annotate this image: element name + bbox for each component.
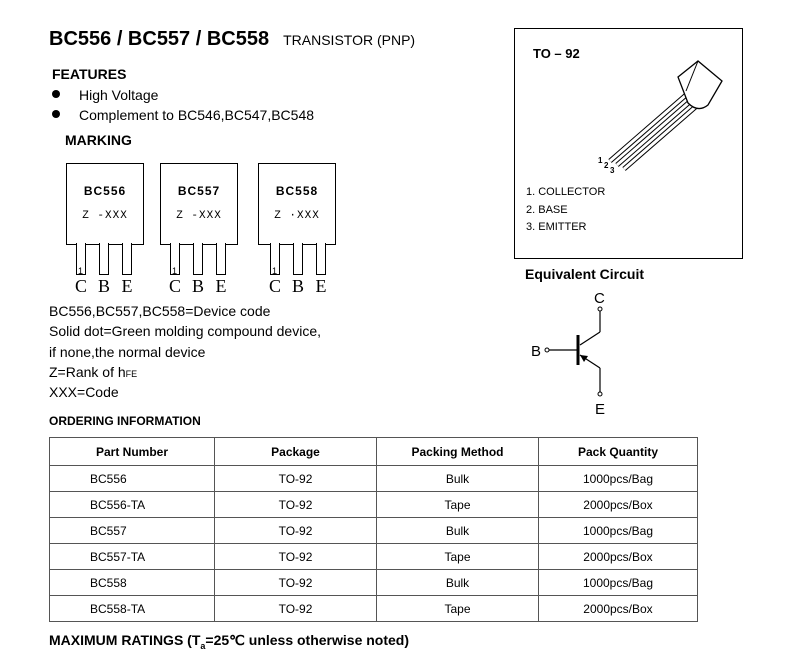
max-ratings-prefix: MAXIMUM RATINGS (T [49,632,201,648]
table-row [50,518,698,544]
package-pin-number: 2 [604,161,609,170]
package-cell: TO-92 [215,492,377,518]
pin-list-item: 1. COLLECTOR [526,186,606,198]
chip-rank-code: Z -XXX [176,210,222,222]
package-title: TO – 92 [533,46,580,61]
part-number-cell: BC556-TA [50,492,215,518]
column-header: Packing Method [377,438,539,466]
marking-chip [258,163,336,245]
rank-subscript: FE [125,369,138,379]
packing-method-cell: Tape [377,544,539,570]
device-type: TRANSISTOR (PNP) [283,32,416,48]
package-cell: TO-92 [215,596,377,622]
pin-label-b: B [97,276,110,296]
pnp-transistor-symbol [525,285,625,420]
pin-label-e: E [121,276,133,296]
marking-note: XXX=Code [49,384,119,400]
marking-chip [160,163,238,245]
package-pin-number: 3 [610,166,615,175]
table-row [50,492,698,518]
pack-quantity-cell: 1000pcs/Bag [539,570,698,596]
package-cell: TO-92 [215,518,377,544]
feature-text: High Voltage [79,87,159,103]
chip-pin [216,243,226,275]
ordering-heading: ORDERING INFORMATION [49,414,201,428]
chip-pin [122,243,132,275]
pin-one-mark: 1 [272,266,278,276]
marking-note: Solid dot=Green molding compound device, [49,323,322,339]
part-number-cell: BC557-TA [50,544,215,570]
marking-note [49,364,137,380]
pin-one-mark: 1 [78,266,84,276]
table-row [50,544,698,570]
packing-method-cell: Tape [377,596,539,622]
base-label: B [531,343,542,360]
chip-pin [293,243,303,275]
packing-method-cell: Tape [377,492,539,518]
pin-label-e: E [215,276,227,296]
packing-method-cell: Bulk [377,570,539,596]
part-numbers: BC556 / BC557 / BC558 [49,28,270,50]
chip-rank-code: Z -XXX [82,210,128,222]
table-row [50,466,698,492]
pack-quantity-cell: 2000pcs/Box [539,596,698,622]
package-cell: TO-92 [215,466,377,492]
pin-label-c: C [268,276,281,296]
bullet-icon [52,90,60,98]
pin-list-item: 3. EMITTER [526,221,587,233]
chip-pin [316,243,326,275]
marking-chip [66,163,144,245]
column-header: Pack Quantity [539,438,698,466]
pin-label-b: B [191,276,204,296]
feature-text: Complement to BC546,BC547,BC548 [79,107,315,123]
pin-label-b: B [291,276,304,296]
document-title [49,28,415,51]
package-cell: TO-92 [215,570,377,596]
table-row [50,596,698,622]
collector-label: C [594,290,605,307]
chip-device-code: BC558 [275,184,319,198]
marking-note: BC556,BC557,BC558=Device code [49,303,271,319]
equivalent-circuit-title: Equivalent Circuit [525,266,645,282]
packing-method-cell: Bulk [377,518,539,544]
chip-device-code: BC556 [83,184,127,198]
features-heading: FEATURES [52,66,127,82]
chip-pin [193,243,203,275]
pack-quantity-cell: 2000pcs/Box [539,492,698,518]
pack-quantity-cell: 2000pcs/Box [539,544,698,570]
part-number-cell: BC558-TA [50,596,215,622]
table-row [50,570,698,596]
column-header: Package [215,438,377,466]
table-header-row [50,438,698,466]
to92-package-illustration [590,55,730,180]
pin-label-c: C [168,276,181,296]
chip-device-code: BC557 [177,184,221,198]
packing-method-cell: Bulk [377,466,539,492]
part-number-cell: BC557 [50,518,215,544]
pack-quantity-cell: 1000pcs/Bag [539,466,698,492]
pin-label-e: E [315,276,327,296]
chip-rank-code: Z ·XXX [274,210,320,222]
feature-item [52,107,314,123]
maximum-ratings-heading [49,632,409,651]
package-pin-number: 1 [598,156,603,165]
feature-item [52,87,158,103]
marking-note: if none,the normal device [49,344,206,360]
pin-list-item: 2. BASE [526,204,568,216]
column-header: Part Number [50,438,215,466]
pin-label-c: C [74,276,87,296]
pack-quantity-cell: 1000pcs/Bag [539,518,698,544]
part-number-cell: BC558 [50,570,215,596]
marking-heading: MARKING [65,132,132,148]
rank-note-text: Z=Rank of h [49,364,126,380]
ordering-table [49,437,698,622]
max-ratings-subscript: a [200,640,206,651]
emitter-label: E [595,401,606,418]
chip-pin [99,243,109,275]
max-ratings-suffix: =25℃ unless otherwise noted) [205,632,410,648]
bullet-icon [52,110,60,118]
package-cell: TO-92 [215,544,377,570]
part-number-cell: BC556 [50,466,215,492]
pin-one-mark: 1 [172,266,178,276]
